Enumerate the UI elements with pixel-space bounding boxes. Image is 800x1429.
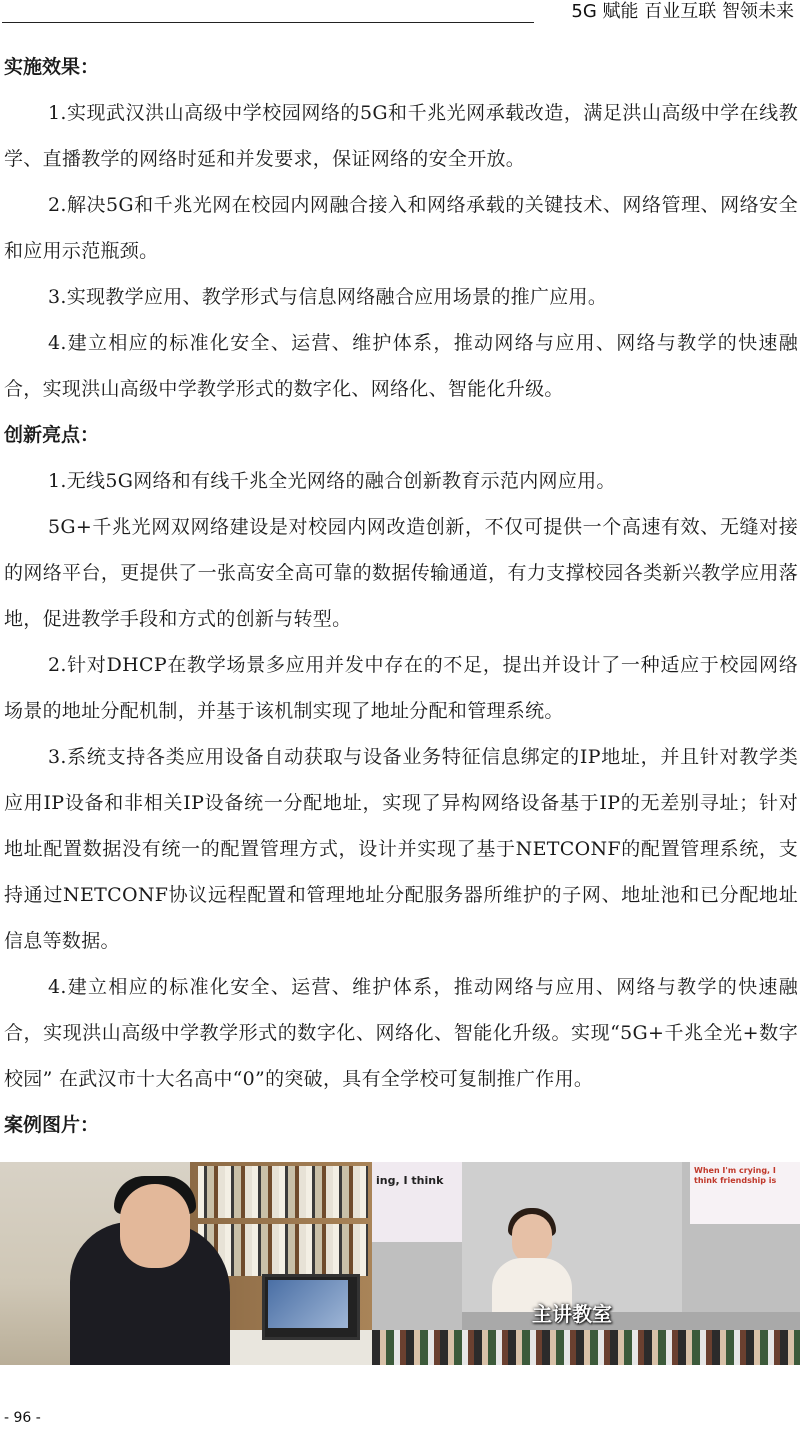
section-heading-pictures: 案例图片： [4, 1114, 100, 1136]
student-head [120, 1184, 190, 1268]
case-photos [0, 1162, 800, 1365]
effects-paragraph: 4.建立相应的标准化安全、运营、维护体系，推动网络与应用、网络与教学的快速融合，实现洪山高级中学教学形式的数字化、网络化、智能化升级。 [4, 332, 798, 400]
book-row [198, 1166, 368, 1218]
header-rule [2, 22, 534, 23]
laptop-screen [268, 1280, 348, 1328]
projector-screen-right [690, 1162, 800, 1224]
effects-paragraph: 1.实现武汉洪山高级中学校园网络的5G和千兆光网承载改造，满足洪山高级中学在线教学、直播教学的网络时延和并发要求，保证网络的安全开放。 [4, 102, 798, 170]
photo-student-laptop [0, 1162, 372, 1365]
page-number: - 96 - [4, 1410, 41, 1426]
screen-left-text: ing, I think [376, 1174, 444, 1187]
section-heading-effects: 实施效果： [4, 56, 100, 78]
projector-screen-left [372, 1162, 462, 1242]
header-slogan: 5G 赋能 百业互联 智领未来 [571, 1, 794, 22]
podium [462, 1312, 800, 1332]
section-heading-highlights: 创新亮点： [4, 424, 100, 446]
highlights-paragraph: 3.系统支持各类应用设备自动获取与设备业务特征信息绑定的IP地址，并且针对教学类应用IP设备和非相关IP设备统一分配地址，实现了异构网络设备基于IP的无差别寻址；针对地址配置数据没有统一的配置管理方式，设计并实现了基于NETCONF的配置管理系统，支持通过NETCONF协议远程配置和管理地址分配服务器所维护的子网、地址池和已分配地址信息等数据。 [4, 746, 798, 952]
teacher-head [512, 1214, 552, 1264]
page-header [0, 0, 800, 26]
document-body [4, 44, 798, 1148]
effects-paragraph: 2.解决5G和千兆光网在校园内网融合接入和网络承载的关键技术、网络管理、网络安全和应用示范瓶颈。 [4, 194, 798, 262]
screen-right-text: When I'm crying, I think friendship is [694, 1166, 777, 1185]
highlights-paragraph: 4.建立相应的标准化安全、运营、维护体系，推动网络与应用、网络与教学的快速融合，实现洪山高级中学教学形式的数字化、网络化、智能化升级。实现“5G+千兆全光+数字校园” 在武汉市十大名高中“0”的突破，具有全学校可复制推广作用。 [4, 976, 798, 1090]
effects-paragraph: 3.实现教学应用、教学形式与信息网络融合应用场景的推广应用。 [48, 286, 608, 308]
highlights-paragraph: 5G+千兆光网双网络建设是对校园内网改造创新，不仅可提供一个高速有效、无缝对接的网络平台，更提供了一张高安全高可靠的数据传输通道，有力支撑校园各类新兴教学应用落地，促进教学手段和方式的创新与转型。 [4, 516, 798, 630]
highlights-paragraph: 1.无线5G网络和有线千兆全光网络的融合创新教育示范内网应用。 [48, 470, 616, 492]
students-strip [372, 1330, 800, 1365]
main-classroom-label: 主讲教室 [532, 1302, 612, 1326]
photo-classroom [372, 1162, 800, 1365]
highlights-paragraph: 2.针对DHCP在教学场景多应用并发中存在的不足，提出并设计了一种适应于校园网络场景的地址分配机制，并基于该机制实现了地址分配和管理系统。 [4, 654, 798, 722]
